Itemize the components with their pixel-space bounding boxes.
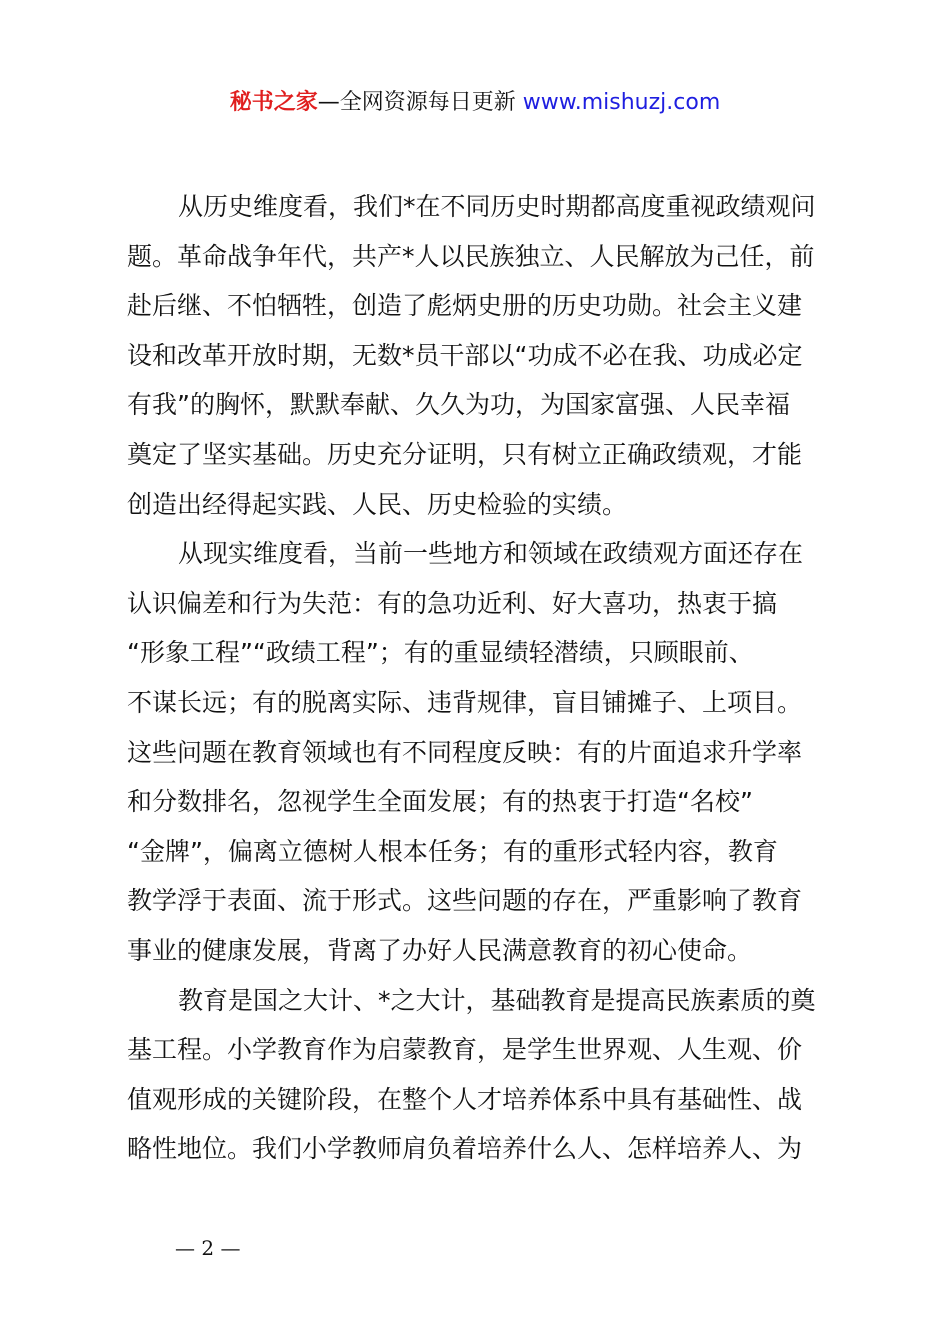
text-line: 认识偏差和行为失范：有的急功近利、好大喜功，热衷于搞 bbox=[127, 588, 778, 618]
text-line: 略性地位。我们小学教师肩负着培养什么人、怎样培养人、为 bbox=[127, 1134, 803, 1164]
text-line: 奠定了坚实基础。历史充分证明，只有树立正确政绩观，才能 bbox=[127, 439, 803, 469]
text-line: 教育是国之大计、*之大计，基础教育是提高民族素质的奠 bbox=[178, 985, 816, 1015]
text-line: 从历史维度看，我们*在不同历史时期都高度重视政绩观问 bbox=[178, 192, 816, 221]
header-tagline: —全网资源每日更新 bbox=[317, 90, 523, 115]
text-line: 值观形成的关键阶段，在整个人才培养体系中具有基础性、战 bbox=[127, 1084, 803, 1114]
text-line: “金牌”，偏离立德树人根本任务；有的重形式轻内容，教育 bbox=[127, 836, 778, 866]
site-url: www.mishuzj.com bbox=[522, 90, 721, 115]
page-number: — 2 — bbox=[175, 1236, 241, 1260]
text-line: “形象工程”“政绩工程”；有的重显绩轻潜绩，只顾眼前、 bbox=[127, 638, 754, 668]
text-line: 设和改革开放时期，无数*员干部以“功成不必在我、功成必定 bbox=[127, 340, 803, 370]
text-line: 和分数排名，忽视学生全面发展；有的热衷于打造“名校” bbox=[127, 787, 753, 817]
text-line: 这些问题在教育领域也有不同程度反映：有的片面追求升学率 bbox=[127, 737, 803, 767]
text-line: 题。革命战争年代，共产*人以民族独立、人民解放为己任，前 bbox=[127, 241, 815, 271]
document-body bbox=[127, 182, 833, 1174]
text-line: 基工程。小学教育作为启蒙教育，是学生世界观、人生观、价 bbox=[127, 1035, 803, 1065]
text-line: 赴后继、不怕牺牲，创造了彪炳史册的历史功勋。社会主义建 bbox=[127, 291, 803, 321]
text-line: 有我”的胸怀，默默奉献、久久为功，为国家富强、人民幸福 bbox=[127, 390, 790, 420]
text-line: 创造出经得起实践、人民、历史检验的实绩。 bbox=[127, 489, 628, 519]
page-header bbox=[0, 86, 950, 120]
text-line: 从现实维度看，当前一些地方和领域在政绩观方面还存在 bbox=[178, 539, 804, 569]
text-line: 不谋长远；有的脱离实际、违背规律，盲目铺摊子、上项目。 bbox=[127, 687, 803, 717]
brand-name: 秘书之家 bbox=[229, 90, 318, 115]
text-line: 事业的健康发展，背离了办好人民满意教育的初心使命。 bbox=[127, 935, 753, 965]
text-line: 教学浮于表面、流于形式。这些问题的存在，严重影响了教育 bbox=[127, 886, 803, 916]
